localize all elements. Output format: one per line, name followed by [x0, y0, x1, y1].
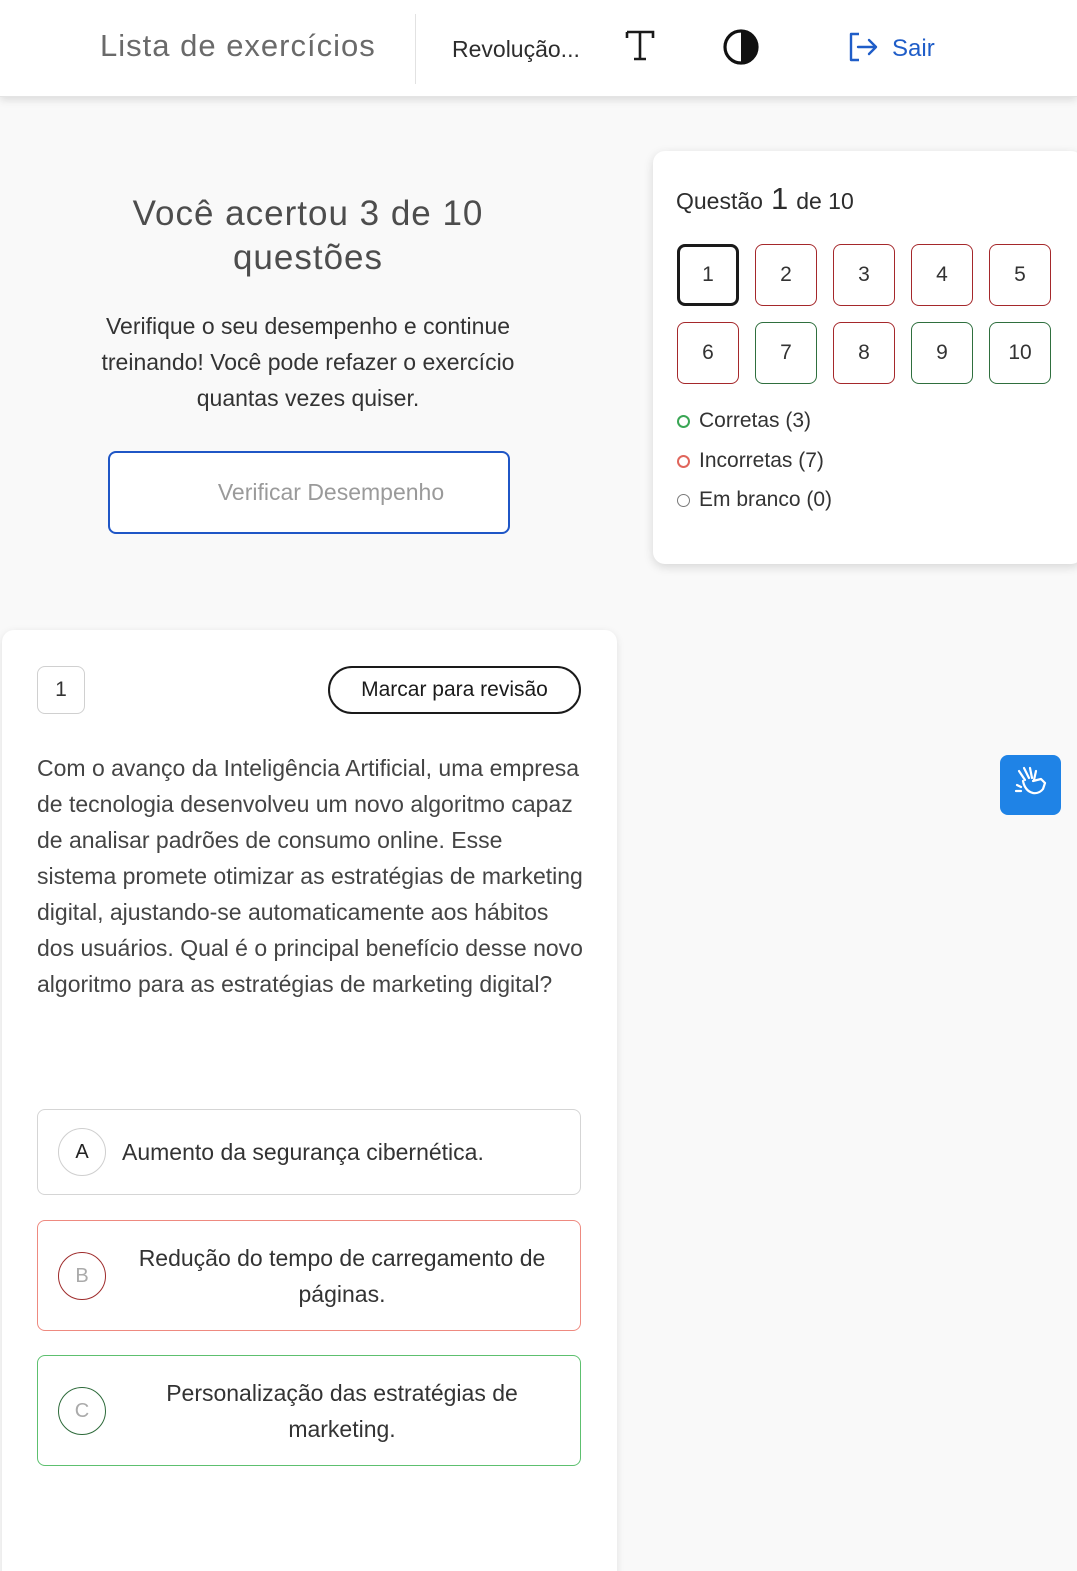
result-title: Você acertou 3 de 10 questões: [132, 194, 484, 277]
question-navigator: [653, 151, 1077, 564]
logout-button[interactable]: [846, 32, 935, 66]
option-text: Aumento da segurança cibernética.: [122, 1139, 484, 1165]
logout-icon: [846, 30, 880, 69]
navigator-heading-prefix: Questão: [676, 188, 763, 214]
question-nav-button[interactable]: 4: [911, 244, 973, 306]
legend-blank: [677, 488, 832, 512]
sign-language-icon: [1011, 763, 1051, 808]
option-c[interactable]: [37, 1355, 581, 1466]
question-nav-button[interactable]: 9: [911, 322, 973, 384]
legend-correct: [677, 409, 811, 433]
option-b[interactable]: [37, 1220, 581, 1331]
navigator-heading-suffix: de 10: [796, 188, 854, 214]
result-description: Verifique o seu desempenho e continue treinando! Você pode refazer o exercício quantas vezes quiser.: [101, 313, 515, 411]
option-letter: C: [58, 1387, 106, 1435]
question-nav-button[interactable]: 3: [833, 244, 895, 306]
incorrect-dot-icon: [677, 455, 690, 468]
question-nav-button[interactable]: 2: [755, 244, 817, 306]
check-performance-button[interactable]: Verificar Desempenho: [108, 451, 510, 534]
contrast-icon[interactable]: [722, 28, 760, 66]
option-text: Redução do tempo de carregamento de páginas.: [138, 1245, 546, 1307]
question-nav-button[interactable]: 1: [677, 244, 739, 306]
app-title: Lista de exercícios: [100, 28, 376, 63]
question-nav-button[interactable]: 8: [833, 322, 895, 384]
legend-incorrect-label: Incorretas (7): [699, 449, 824, 472]
question-nav-button[interactable]: 7: [755, 322, 817, 384]
mark-for-review-button[interactable]: Marcar para revisão: [328, 666, 581, 714]
question-number: 1: [37, 666, 85, 714]
option-letter: A: [58, 1128, 106, 1176]
legend-incorrect: [677, 449, 824, 473]
course-name[interactable]: Revolução...: [452, 36, 580, 62]
question-nav-button[interactable]: 10: [989, 322, 1051, 384]
top-header: [0, 0, 1077, 97]
question-text: Com o avanço da Inteligência Artificial, uma empresa de tecnologia desenvolveu um novo algoritmo capaz de analisar padrões de consumo online. Esse sistema promete otimizar as estratégias de marketing digital, ajustando-se automaticamente aos hábitos dos usuários. Qual é o principal benefício desse novo algoritmo para as estratégias de marketing digital?: [37, 755, 583, 997]
correct-dot-icon: [677, 415, 690, 428]
header-divider: [415, 14, 416, 84]
navigator-current: 1: [770, 181, 789, 216]
navigator-heading: [676, 181, 854, 217]
legend-blank-label: Em branco (0): [699, 488, 833, 511]
option-text: Personalização das estratégias de marketing.: [166, 1380, 518, 1442]
text-size-icon[interactable]: [624, 26, 656, 64]
blank-dot-icon: [677, 494, 690, 507]
logout-label: Sair: [892, 35, 935, 62]
question-card: [2, 630, 617, 1571]
sign-language-button[interactable]: [1000, 755, 1061, 815]
option-a[interactable]: [37, 1109, 581, 1195]
legend-correct-label: Corretas (3): [699, 409, 812, 432]
question-nav-button[interactable]: 5: [989, 244, 1051, 306]
question-nav-button[interactable]: 6: [677, 322, 739, 384]
option-letter: B: [58, 1252, 106, 1300]
